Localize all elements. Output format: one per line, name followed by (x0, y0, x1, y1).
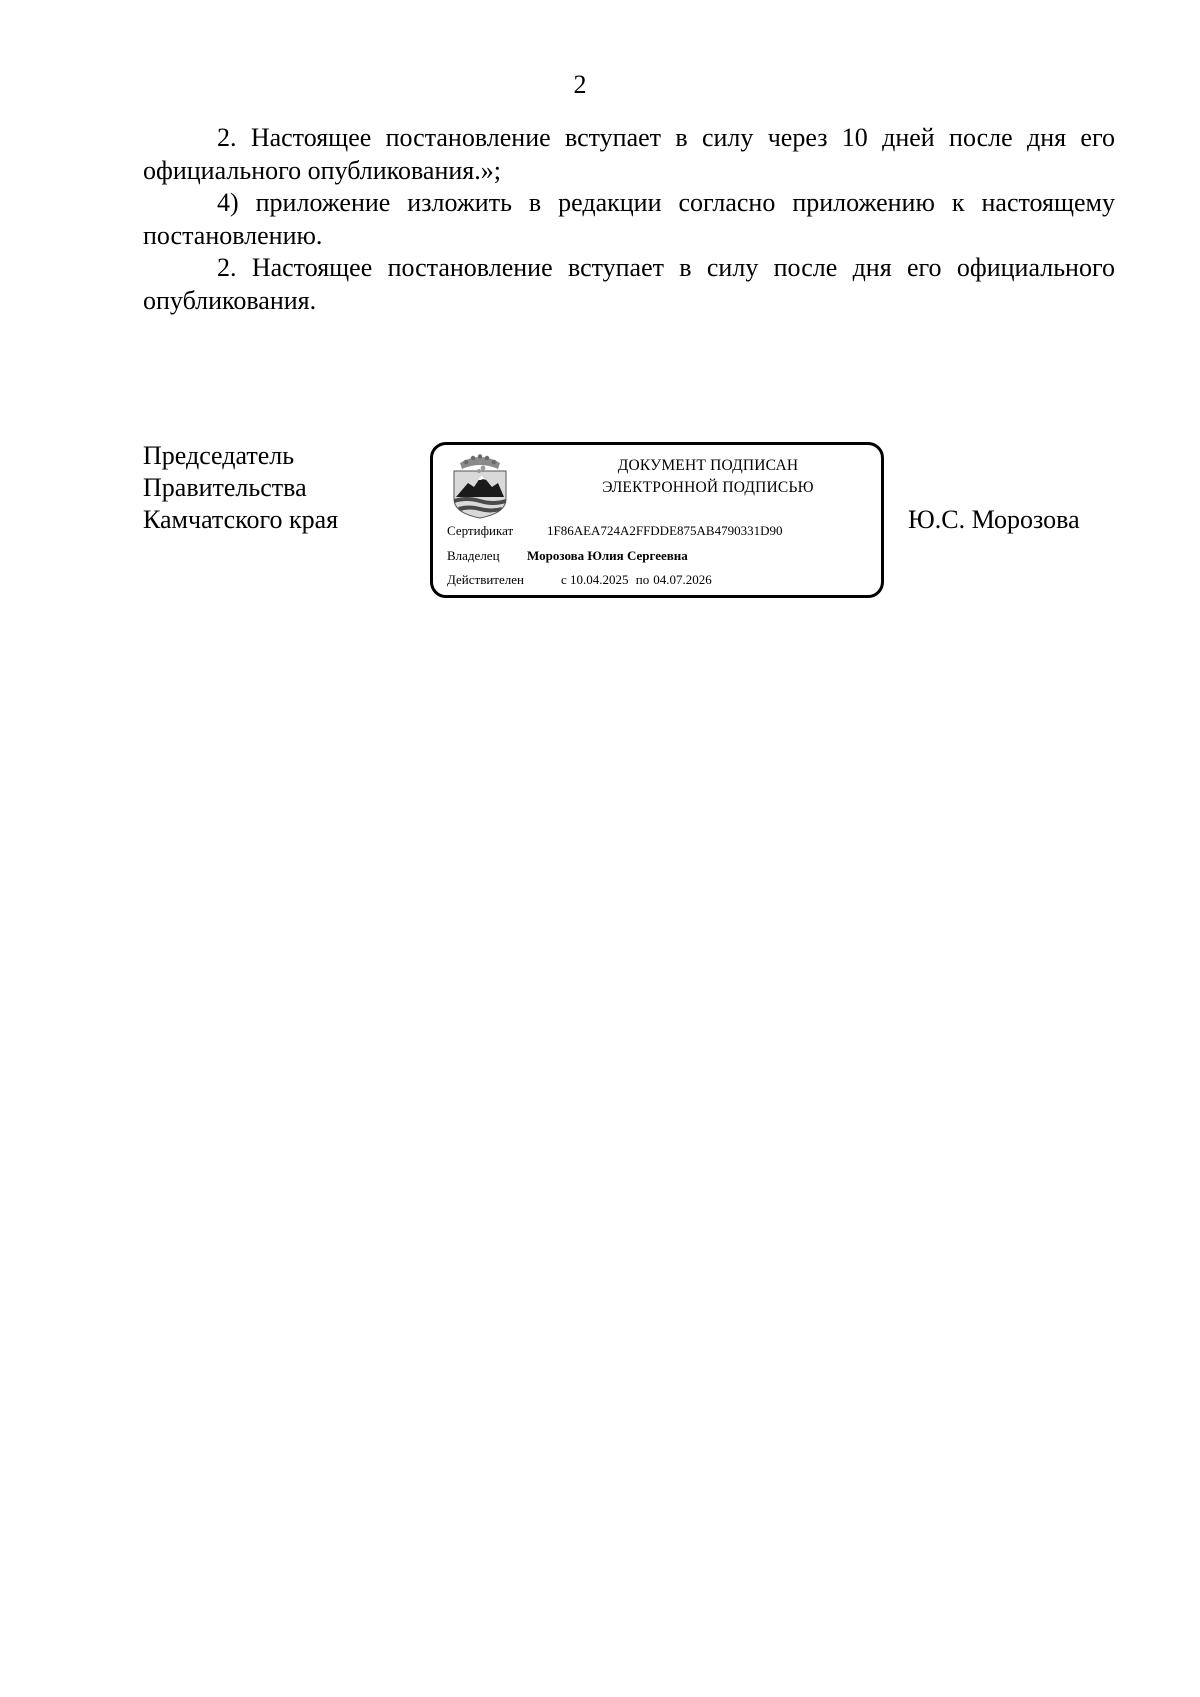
stamp-title-line: ДОКУМЕНТ ПОДПИСАН (617, 457, 799, 474)
owner-value: Морозова Юлия Сергеевна (527, 548, 688, 563)
stamp-owner-row (447, 548, 688, 564)
stamp-title-line: ЭЛЕКТРОННОЙ ПОДПИСЬЮ (602, 479, 814, 496)
certificate-value: 1F86AEA724A2FFDDE875AB4790331D90 (547, 523, 783, 538)
paragraph: 2. Настоящее постановление вступает в силу через 10 дней после дня его официального опубликования.»; (143, 123, 1115, 185)
kamchatka-coat-of-arms-icon (448, 453, 512, 519)
signer-position (143, 440, 338, 536)
owner-label: Владелец (447, 548, 500, 563)
validity-from-date: 10.04.2025 (570, 572, 629, 587)
signer-position-line: Камчатского края (143, 505, 339, 534)
signer-name: Ю.С. Морозова (908, 505, 1080, 534)
electronic-signature-stamp (430, 442, 884, 598)
validity-from-prefix: с (561, 572, 567, 587)
stamp-title (543, 455, 873, 499)
signer-position-line: Председатель (143, 441, 295, 470)
validity-to-date: 04.07.2026 (653, 572, 712, 587)
paragraph: 2. Настоящее постановление вступает в силу после дня его официального опубликования. (143, 253, 1115, 315)
validity-label: Действителен (447, 572, 524, 587)
document-body (143, 122, 1115, 317)
signer-position-line: Правительства (143, 473, 307, 502)
page-number: 2 (573, 70, 587, 99)
certificate-label: Сертификат (447, 523, 514, 538)
paragraph: 4) приложение изложить в редакции согласно приложению к настоящему постановлению. (143, 188, 1115, 250)
stamp-certificate-row (447, 523, 782, 539)
validity-to-prefix: по (635, 572, 650, 587)
stamp-validity-row (447, 572, 712, 588)
